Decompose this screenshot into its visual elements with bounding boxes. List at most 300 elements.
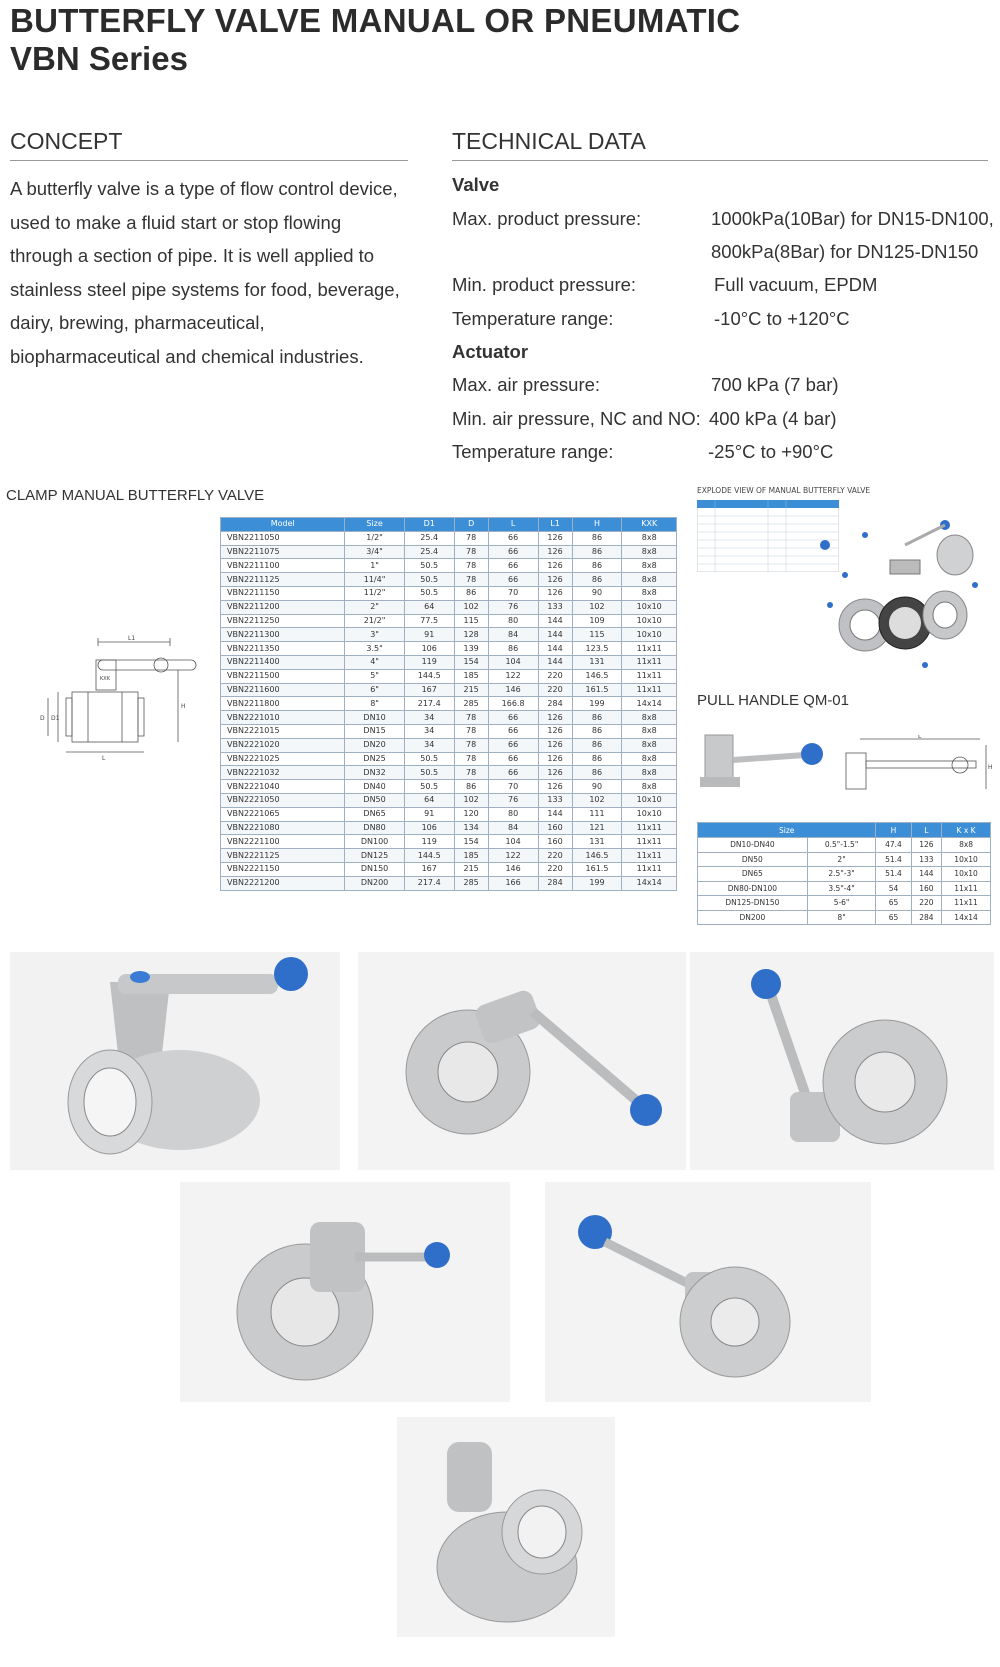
table-cell: 78	[454, 724, 488, 738]
table-cell: VBN2221032	[221, 766, 345, 780]
table-cell: 78	[454, 559, 488, 573]
table-cell: 166	[488, 876, 538, 890]
table-row	[221, 697, 677, 711]
table-cell: 84	[488, 628, 538, 642]
clamp-col-header: H	[572, 518, 622, 532]
table-cell: 14x14	[622, 697, 677, 711]
table-cell: 86	[572, 766, 622, 780]
table-cell: 11x11	[942, 881, 991, 896]
temp-range-value: -10°C to +120°C	[714, 308, 850, 329]
table-cell: 8x8	[622, 559, 677, 573]
table-cell: 154	[454, 655, 488, 669]
table-cell: 126	[538, 724, 572, 738]
min-pressure-label: Min. product pressure:	[452, 274, 637, 295]
table-cell: 166.8	[488, 697, 538, 711]
table-cell: 66	[488, 738, 538, 752]
table-cell: 11x11	[622, 683, 677, 697]
table-cell: 47.4	[876, 838, 911, 853]
table-cell: 25.4	[404, 545, 454, 559]
table-cell: 126	[538, 738, 572, 752]
clamp-col-header: L1	[538, 518, 572, 532]
concept-divider	[10, 160, 408, 161]
table-cell: 11/4"	[345, 573, 404, 587]
table-row	[221, 862, 677, 876]
table-cell: 78	[454, 766, 488, 780]
table-row	[698, 910, 991, 925]
table-cell: 50.5	[404, 573, 454, 587]
table-cell: DN10	[345, 711, 404, 725]
table-cell: VBN2211300	[221, 628, 345, 642]
table-cell: 86	[572, 711, 622, 725]
table-cell: 65	[876, 910, 911, 925]
table-cell: 154	[454, 835, 488, 849]
table-row	[221, 738, 677, 752]
table-cell: DN32	[345, 766, 404, 780]
table-cell: 6"	[345, 683, 404, 697]
table-cell: 285	[454, 876, 488, 890]
table-cell: 8x8	[622, 780, 677, 794]
table-cell: 134	[454, 821, 488, 835]
table-row	[221, 545, 677, 559]
temp-range-label: Temperature range:	[452, 308, 614, 329]
table-cell: 54	[876, 881, 911, 896]
table-cell: VBN2211050	[221, 531, 345, 545]
table-cell: 66	[488, 766, 538, 780]
table-cell: 10x10	[942, 852, 991, 867]
table-row	[221, 752, 677, 766]
table-cell: 160	[911, 881, 942, 896]
table-cell: 21/2"	[345, 614, 404, 628]
table-row	[221, 586, 677, 600]
table-cell: 77.5	[404, 614, 454, 628]
page-title: BUTTERFLY VALVE MANUAL OR PNEUMATIC	[10, 2, 741, 39]
table-cell: 34	[404, 724, 454, 738]
table-cell: 126	[538, 780, 572, 794]
table-cell: 8x8	[622, 531, 677, 545]
table-cell: VBN2221080	[221, 821, 345, 835]
table-cell: 34	[404, 738, 454, 752]
table-cell: 8x8	[622, 586, 677, 600]
table-cell: 123.5	[572, 642, 622, 656]
table-cell: DN125-DN150	[698, 896, 808, 911]
table-cell: 11x11	[622, 642, 677, 656]
table-cell: 122	[488, 849, 538, 863]
actuator-temp-value: -25°C to +90°C	[708, 441, 834, 462]
clamp-col-header: D	[454, 518, 488, 532]
table-cell: 146	[488, 862, 538, 876]
table-cell: 133	[538, 600, 572, 614]
concept-heading: CONCEPT	[10, 128, 123, 154]
clamp-col-header: Model	[221, 518, 345, 532]
table-cell: 8x8	[622, 766, 677, 780]
max-pressure-value: 1000kPa(10Bar) for DN15-DN100,	[711, 208, 994, 229]
table-cell: VBN2211350	[221, 642, 345, 656]
concept-line: used to make a fluid start or stop flowing	[10, 211, 342, 233]
table-cell: 220	[911, 896, 942, 911]
table-cell: 8x8	[622, 545, 677, 559]
table-cell: DN50	[698, 852, 808, 867]
table-cell: 109	[572, 614, 622, 628]
table-cell: 11x11	[622, 655, 677, 669]
table-cell: 144	[538, 628, 572, 642]
table-cell: DN200	[345, 876, 404, 890]
table-cell: 126	[538, 531, 572, 545]
pull-handle-heading: PULL HANDLE QM-01	[697, 692, 849, 709]
table-cell: 199	[572, 876, 622, 890]
table-cell: 8x8	[622, 573, 677, 587]
concept-line: A butterfly valve is a type of flow control device,	[10, 178, 398, 199]
table-cell: 111	[572, 807, 622, 821]
table-row	[221, 835, 677, 849]
table-cell: 167	[404, 683, 454, 697]
table-cell: 119	[404, 835, 454, 849]
table-row	[221, 669, 677, 683]
table-cell: 104	[488, 655, 538, 669]
table-cell: 146	[488, 683, 538, 697]
table-row	[698, 896, 991, 911]
min-pressure-value: Full vacuum, EPDM	[714, 274, 878, 295]
qm-col-header: K x K	[942, 823, 991, 838]
actuator-temp-label: Temperature range:	[452, 441, 614, 462]
table-cell: 10x10	[622, 628, 677, 642]
table-cell: 11/2"	[345, 586, 404, 600]
table-cell: 91	[404, 807, 454, 821]
table-cell: 86	[572, 752, 622, 766]
table-cell: 119	[404, 655, 454, 669]
table-cell: 86	[488, 642, 538, 656]
table-cell: 11x11	[942, 896, 991, 911]
table-row	[221, 876, 677, 890]
table-cell: 284	[911, 910, 942, 925]
table-cell: 144	[911, 867, 942, 882]
table-cell: 86	[572, 573, 622, 587]
table-cell: 0.5"-1.5"	[807, 838, 876, 853]
table-cell: 10x10	[622, 614, 677, 628]
table-cell: DN25	[345, 752, 404, 766]
table-cell: 5"	[345, 669, 404, 683]
table-cell: 126	[538, 545, 572, 559]
pull-handle-table-wrap	[697, 822, 991, 925]
table-cell: 199	[572, 697, 622, 711]
table-cell: 285	[454, 697, 488, 711]
drawing-label-l: L	[102, 755, 106, 760]
page-subtitle: VBN Series	[10, 40, 188, 77]
table-cell: 91	[404, 628, 454, 642]
table-cell: 5-6"	[807, 896, 876, 911]
table-row	[221, 683, 677, 697]
table-cell: 160	[538, 835, 572, 849]
table-cell: 1"	[345, 559, 404, 573]
table-cell: VBN2221125	[221, 849, 345, 863]
table-cell: 64	[404, 600, 454, 614]
table-cell: 102	[572, 793, 622, 807]
table-cell: 86	[572, 724, 622, 738]
table-cell: 86	[572, 559, 622, 573]
product-photo-1	[10, 952, 340, 1170]
product-photo-3	[690, 952, 994, 1170]
qm-col-header: L	[911, 823, 942, 838]
table-cell: 122	[488, 669, 538, 683]
table-cell: 76	[488, 600, 538, 614]
table-cell: 66	[488, 559, 538, 573]
concept-line: biopharmaceutical and chemical industries.	[10, 345, 364, 367]
table-cell: 220	[538, 849, 572, 863]
concept-line: dairy, brewing, pharmaceutical,	[10, 312, 265, 333]
table-cell: 185	[454, 669, 488, 683]
table-cell: 10x10	[942, 867, 991, 882]
table-cell: 86	[572, 531, 622, 545]
table-cell: 10x10	[622, 807, 677, 821]
table-row	[221, 711, 677, 725]
table-cell: 11x11	[622, 849, 677, 863]
table-cell: 66	[488, 711, 538, 725]
table-cell: 3.5"	[345, 642, 404, 656]
table-cell: 10x10	[622, 793, 677, 807]
table-cell: DN125	[345, 849, 404, 863]
table-cell: 104	[488, 835, 538, 849]
pull-handle-drawing	[840, 735, 995, 795]
table-cell: VBN2211100	[221, 559, 345, 573]
table-cell: 2"	[807, 852, 876, 867]
table-cell: DN100	[345, 835, 404, 849]
table-cell: 217.4	[404, 876, 454, 890]
table-cell: VBN2211150	[221, 586, 345, 600]
table-cell: 8"	[345, 697, 404, 711]
table-cell: VBN2221200	[221, 876, 345, 890]
table-cell: 121	[572, 821, 622, 835]
table-cell: 215	[454, 862, 488, 876]
table-cell: 80	[488, 807, 538, 821]
table-cell: 4"	[345, 655, 404, 669]
table-cell: 144.5	[404, 849, 454, 863]
table-cell: 126	[911, 838, 942, 853]
drawing-label-l1: L1	[128, 635, 136, 642]
table-row	[698, 867, 991, 882]
concept-line: through a section of pipe. It is well applied to	[10, 245, 375, 266]
table-cell: VBN2211200	[221, 600, 345, 614]
table-cell: 8x8	[622, 752, 677, 766]
table-cell: DN200	[698, 910, 808, 925]
clamp-col-header: D1	[404, 518, 454, 532]
table-cell: 131	[572, 835, 622, 849]
concept-text	[10, 172, 410, 373]
drawing-label-kxk: KXK	[100, 676, 110, 682]
table-cell: 144	[538, 655, 572, 669]
max-air-value: 700 kPa (7 bar)	[711, 374, 839, 395]
table-cell: 217.4	[404, 697, 454, 711]
table-cell: VBN2221015	[221, 724, 345, 738]
clamp-heading: CLAMP MANUAL BUTTERFLY VALVE	[6, 487, 265, 504]
table-cell: VBN2221100	[221, 835, 345, 849]
table-cell: 11x11	[622, 835, 677, 849]
table-cell: 10x10	[622, 600, 677, 614]
table-row	[221, 531, 677, 545]
table-row	[221, 559, 677, 573]
table-cell: 102	[454, 600, 488, 614]
table-cell: 78	[454, 573, 488, 587]
drawing-label-h: H	[181, 703, 186, 710]
table-cell: 50.5	[404, 586, 454, 600]
table-cell: 106	[404, 642, 454, 656]
table-cell: 220	[538, 683, 572, 697]
explode-view-illustration	[805, 505, 995, 675]
table-cell: 51.4	[876, 867, 911, 882]
table-cell: 14x14	[942, 910, 991, 925]
product-photo-2	[358, 952, 686, 1170]
table-cell: 126	[538, 711, 572, 725]
clamp-spec-table-wrap	[220, 517, 677, 891]
table-cell: 102	[454, 793, 488, 807]
table-cell: 76	[488, 793, 538, 807]
table-cell: 144	[538, 614, 572, 628]
explode-heading: EXPLODE VIEW OF MANUAL BUTTERFLY VALVE	[697, 486, 871, 495]
table-cell: 78	[454, 531, 488, 545]
table-cell: 86	[454, 586, 488, 600]
table-cell: 8"	[807, 910, 876, 925]
table-cell: 146.5	[572, 849, 622, 863]
table-cell: 146.5	[572, 669, 622, 683]
table-cell: 185	[454, 849, 488, 863]
table-cell: 3"	[345, 628, 404, 642]
table-cell: 3.5"-4"	[807, 881, 876, 896]
table-cell: VBN2211500	[221, 669, 345, 683]
technical-divider	[452, 160, 988, 161]
product-photo-6	[397, 1417, 615, 1637]
table-cell: 139	[454, 642, 488, 656]
table-cell: VBN2211600	[221, 683, 345, 697]
table-cell: 80	[488, 614, 538, 628]
table-cell: 11x11	[622, 862, 677, 876]
table-cell: DN80-DN100	[698, 881, 808, 896]
table-cell: 50.5	[404, 559, 454, 573]
clamp-col-header: KXK	[622, 518, 677, 532]
table-cell: 126	[538, 752, 572, 766]
clamp-spec-table	[220, 517, 677, 891]
qm-col-header: Size	[698, 823, 876, 838]
table-cell: 50.5	[404, 752, 454, 766]
min-air-label: Min. air pressure, NC and NO:	[452, 408, 701, 429]
table-cell: 86	[454, 780, 488, 794]
table-cell: 78	[454, 738, 488, 752]
table-cell: 126	[538, 573, 572, 587]
table-cell: 160	[538, 821, 572, 835]
table-cell: 78	[454, 545, 488, 559]
table-cell: 120	[454, 807, 488, 821]
table-row	[698, 838, 991, 853]
table-cell: 50.5	[404, 766, 454, 780]
table-cell: 167	[404, 862, 454, 876]
table-cell: 78	[454, 711, 488, 725]
table-cell: 14x14	[622, 876, 677, 890]
table-cell: 2.5"-3"	[807, 867, 876, 882]
table-cell: 284	[538, 697, 572, 711]
table-cell: 1/2"	[345, 531, 404, 545]
table-cell: 64	[404, 793, 454, 807]
table-cell: DN15	[345, 724, 404, 738]
table-cell: 2"	[345, 600, 404, 614]
table-cell: 66	[488, 545, 538, 559]
table-row	[698, 881, 991, 896]
table-cell: 126	[538, 559, 572, 573]
table-cell: 115	[572, 628, 622, 642]
max-pressure-value-2: 800kPa(8Bar) for DN125-DN150	[711, 241, 979, 262]
table-cell: VBN2221025	[221, 752, 345, 766]
table-cell: 25.4	[404, 531, 454, 545]
table-cell: 144	[538, 807, 572, 821]
table-cell: 66	[488, 724, 538, 738]
table-cell: VBN2221065	[221, 807, 345, 821]
product-photo-5	[545, 1182, 871, 1402]
table-cell: DN10-DN40	[698, 838, 808, 853]
table-cell: VBN2221010	[221, 711, 345, 725]
pull-drawing-label-l: L	[918, 735, 922, 740]
table-cell: 106	[404, 821, 454, 835]
table-cell: 126	[538, 586, 572, 600]
table-cell: 11x11	[622, 821, 677, 835]
drawing-label-d1: D1	[51, 715, 60, 722]
table-cell: 70	[488, 586, 538, 600]
table-cell: 126	[538, 766, 572, 780]
table-cell: 90	[572, 586, 622, 600]
table-row	[221, 628, 677, 642]
table-cell: DN40	[345, 780, 404, 794]
table-cell: VBN2211075	[221, 545, 345, 559]
table-cell: 84	[488, 821, 538, 835]
min-air-value: 400 kPa (4 bar)	[709, 408, 837, 429]
table-cell: 51.4	[876, 852, 911, 867]
table-cell: 8x8	[942, 838, 991, 853]
table-row	[221, 793, 677, 807]
max-pressure-label: Max. product pressure:	[452, 208, 642, 229]
table-cell: 220	[538, 669, 572, 683]
table-cell: 70	[488, 780, 538, 794]
table-cell: 144	[538, 642, 572, 656]
actuator-label: Actuator	[452, 341, 529, 362]
table-cell: 3/4"	[345, 545, 404, 559]
clamp-valve-drawing	[38, 630, 198, 760]
clamp-col-header: L	[488, 518, 538, 532]
table-cell: 66	[488, 531, 538, 545]
table-cell: DN65	[345, 807, 404, 821]
table-row	[221, 655, 677, 669]
table-cell: VBN2211125	[221, 573, 345, 587]
table-row	[221, 849, 677, 863]
table-cell: 115	[454, 614, 488, 628]
table-cell: VBN2211400	[221, 655, 345, 669]
table-cell: VBN2221050	[221, 793, 345, 807]
table-cell: 65	[876, 896, 911, 911]
table-cell: 161.5	[572, 683, 622, 697]
table-cell: DN80	[345, 821, 404, 835]
pull-handle-photo	[700, 725, 830, 795]
table-cell: 34	[404, 711, 454, 725]
table-cell: DN20	[345, 738, 404, 752]
table-cell: 11x11	[622, 669, 677, 683]
pull-drawing-label-h: H	[988, 764, 993, 771]
table-cell: VBN2221020	[221, 738, 345, 752]
table-cell: 215	[454, 683, 488, 697]
table-cell: 86	[572, 738, 622, 752]
table-cell: 102	[572, 600, 622, 614]
table-cell: 50.5	[404, 780, 454, 794]
table-row	[221, 614, 677, 628]
table-cell: DN65	[698, 867, 808, 882]
clamp-col-header: Size	[345, 518, 404, 532]
table-cell: VBN2211250	[221, 614, 345, 628]
table-cell: 66	[488, 573, 538, 587]
table-cell: 144.5	[404, 669, 454, 683]
table-cell: 128	[454, 628, 488, 642]
